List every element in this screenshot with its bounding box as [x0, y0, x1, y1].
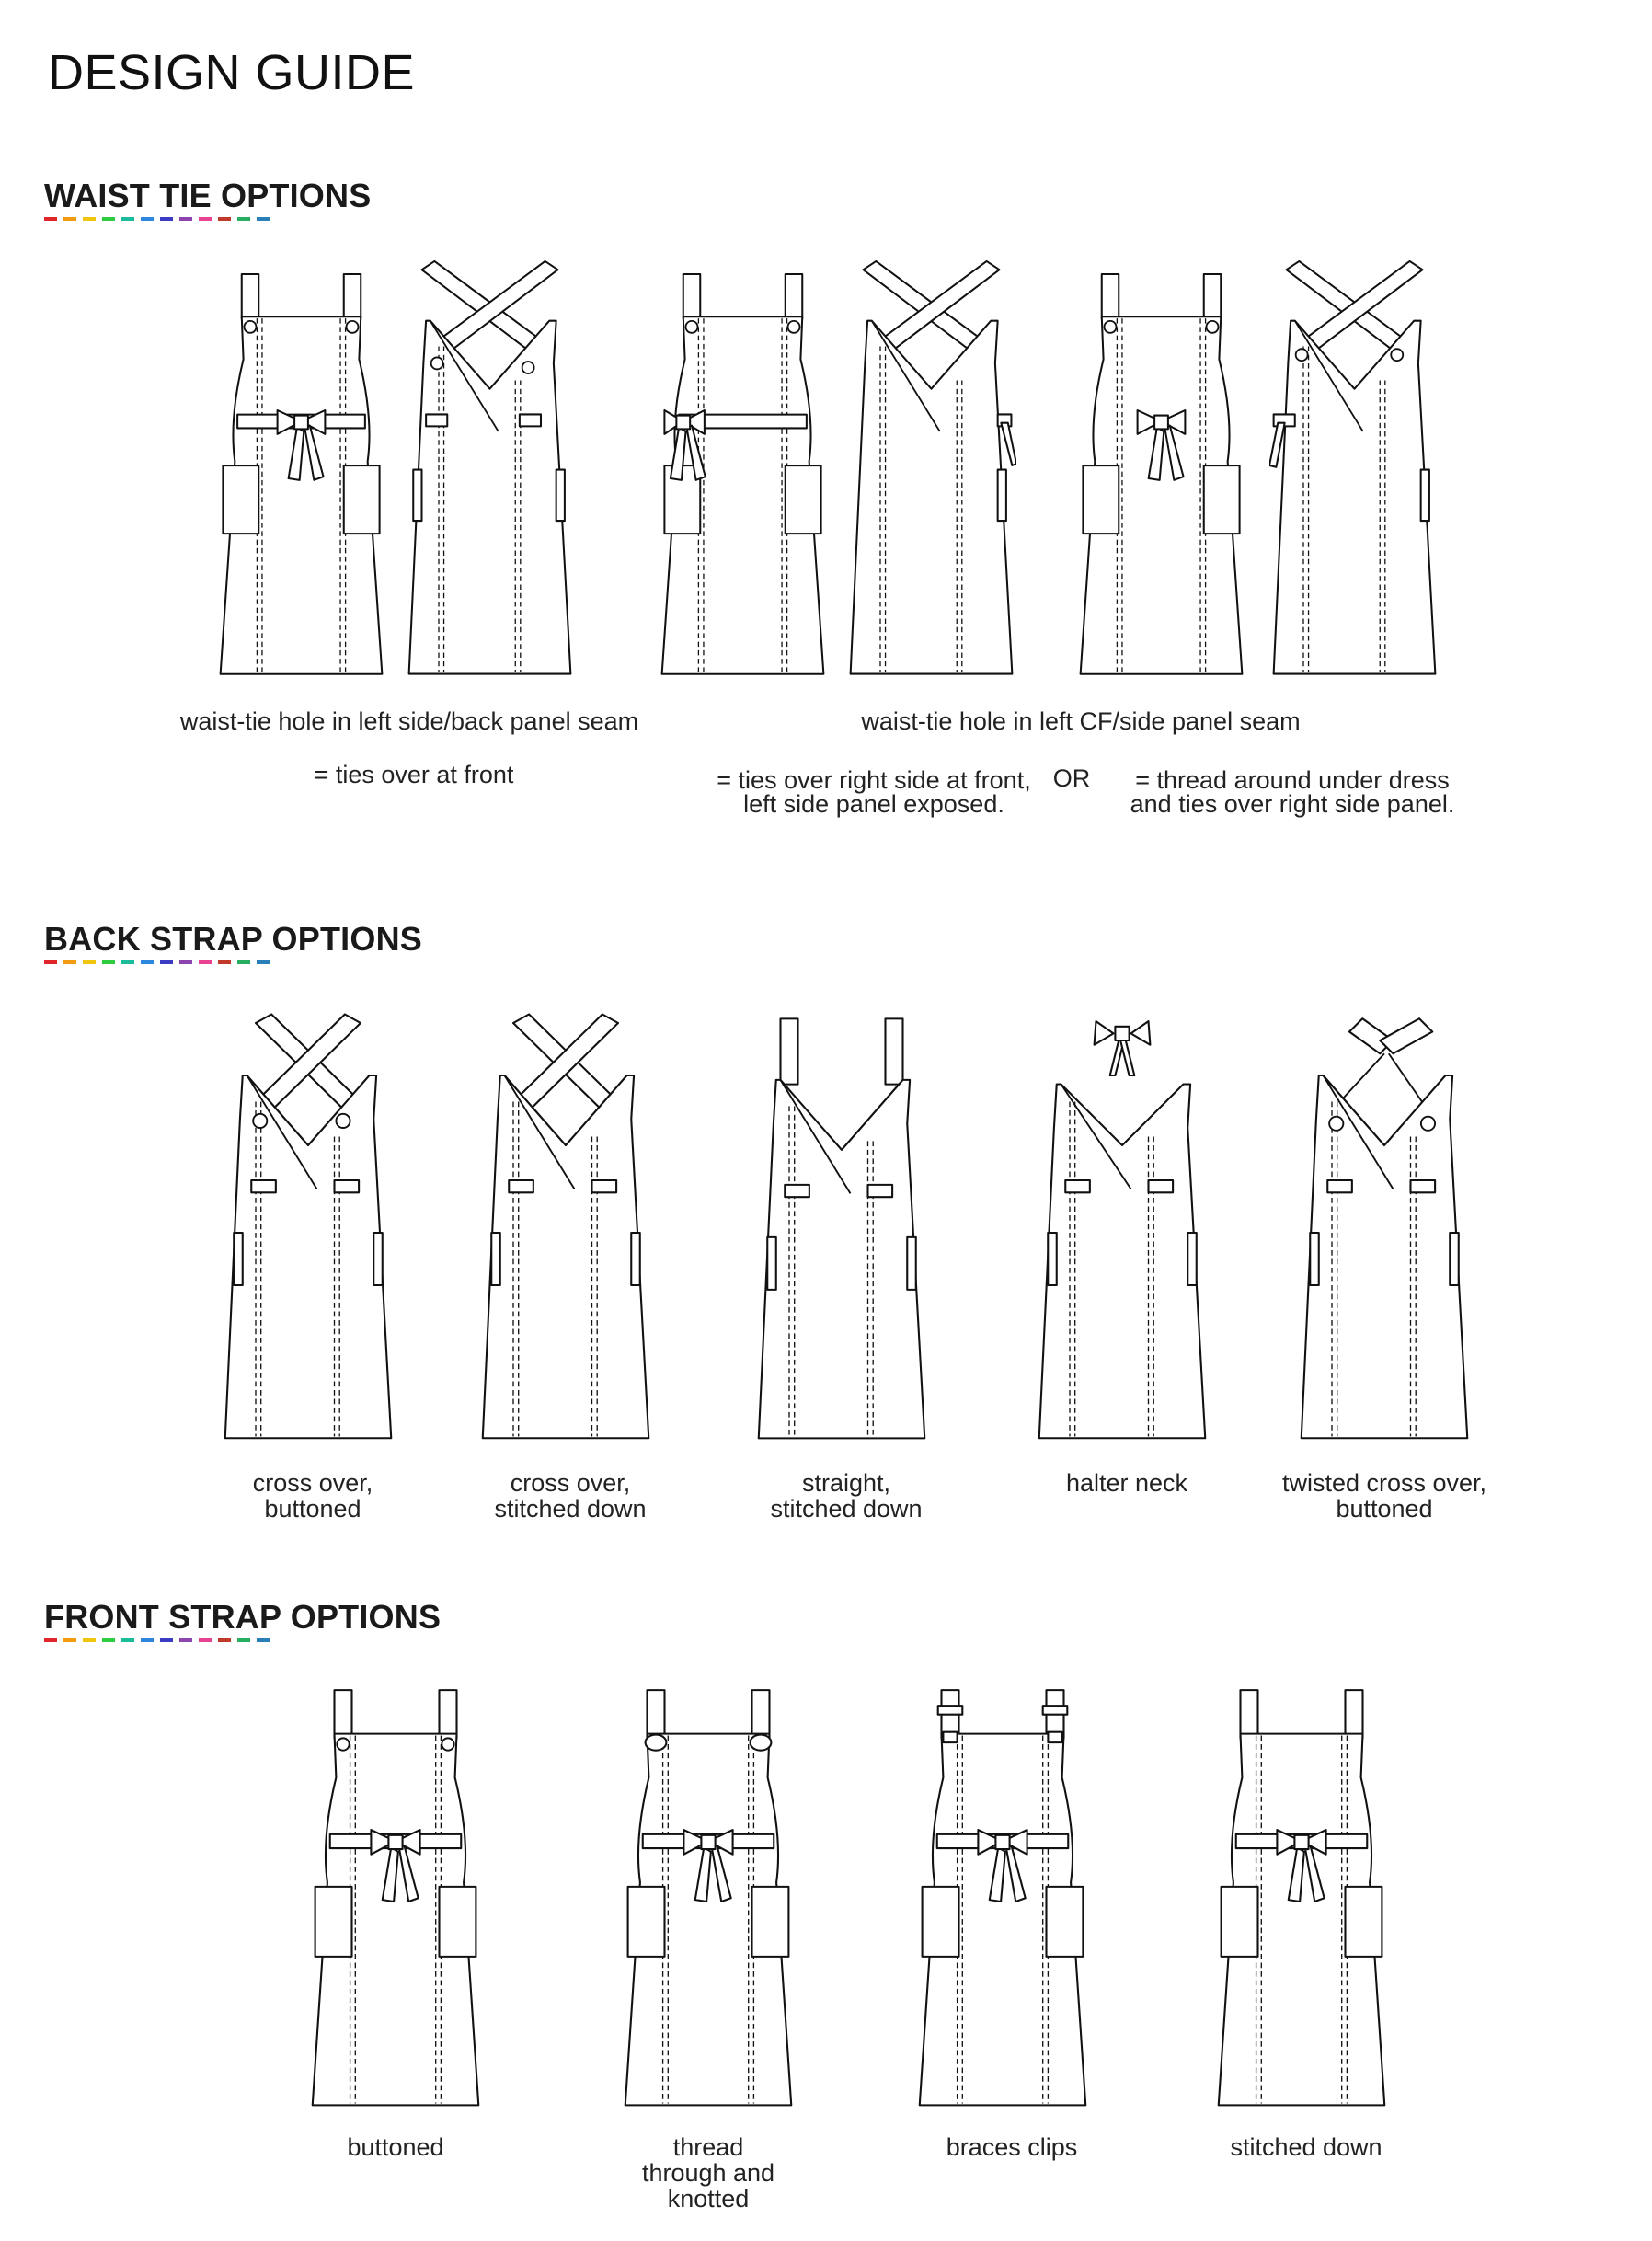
label-thread-knotted: thread through and knotted	[641, 2133, 775, 2212]
rainbow-divider	[44, 960, 276, 964]
rainbow-dash	[44, 960, 57, 964]
rainbow-dash	[102, 1638, 115, 1642]
rainbow-dash	[179, 217, 192, 221]
dress-back-cross-stitched	[478, 1003, 653, 1463]
rainbow-dash	[102, 217, 115, 221]
dress-front-buttoned	[308, 1670, 483, 2134]
dress-back-twisted-cross	[1297, 1003, 1472, 1463]
rainbow-dash	[121, 1638, 134, 1642]
caption-right-hole: waist-tie hole in left CF/side panel seam	[861, 707, 1301, 735]
rainbow-dash	[83, 217, 96, 221]
caption-left-hole: waist-tie hole in left side/back panel seam	[179, 707, 639, 735]
rainbow-dash	[141, 217, 154, 221]
dress-back-cross-tie-left	[1269, 244, 1440, 708]
label-cross-stitched: cross over, stitched down	[494, 1469, 647, 1523]
dress-back-cross-buttoned	[221, 1003, 396, 1463]
rainbow-dash	[44, 1638, 57, 1642]
rainbow-divider	[44, 217, 276, 221]
rainbow-divider	[44, 1638, 276, 1642]
dress-front-tie-center-2	[1076, 248, 1246, 708]
rainbow-dash	[160, 217, 173, 221]
section-heading-back-strap: BACK STRAP OPTIONS	[44, 920, 422, 958]
rainbow-dash	[121, 960, 134, 964]
rainbow-dash	[179, 1638, 192, 1642]
caption-thread-around-a: = thread around under dress	[1135, 766, 1450, 794]
rainbow-dash	[160, 1638, 173, 1642]
rainbow-dash	[237, 217, 250, 221]
dress-front-braces-clips	[915, 1670, 1090, 2134]
rainbow-dash	[63, 217, 76, 221]
dress-back-halter	[1035, 1003, 1210, 1463]
rainbow-dash	[141, 960, 154, 964]
dress-back-cross-tie-right	[846, 244, 1016, 708]
rainbow-dash	[83, 1638, 96, 1642]
rainbow-dash	[199, 217, 212, 221]
dress-front-thread-knotted	[621, 1670, 796, 2134]
caption-or: OR	[1052, 764, 1091, 792]
dress-front-tie-center	[216, 248, 386, 708]
rainbow-dash	[141, 1638, 154, 1642]
rainbow-dash	[121, 217, 134, 221]
rainbow-dash	[199, 960, 212, 964]
dress-front-tie-left	[658, 248, 828, 708]
page-title: DESIGN GUIDE	[48, 45, 416, 100]
caption-ties-right-b: left side panel exposed.	[743, 790, 1004, 818]
rainbow-dash	[218, 960, 231, 964]
rainbow-dash	[102, 960, 115, 964]
rainbow-dash	[237, 960, 250, 964]
caption-thread-around-b: and ties over right side panel.	[1130, 790, 1455, 818]
section-heading-front-strap: FRONT STRAP OPTIONS	[44, 1598, 442, 1636]
rainbow-dash	[160, 960, 173, 964]
caption-ties-front: = ties over at front	[314, 761, 514, 788]
dress-front-stitched-down	[1214, 1670, 1389, 2134]
caption-ties-right-a: = ties over right side at front,	[717, 766, 1031, 794]
rainbow-dash	[257, 217, 270, 221]
rainbow-dash	[218, 217, 231, 221]
rainbow-dash	[199, 1638, 212, 1642]
dress-back-straight	[754, 1007, 929, 1463]
rainbow-dash	[237, 1638, 250, 1642]
label-buttoned: buttoned	[347, 2133, 444, 2161]
dress-back-cross	[405, 244, 575, 708]
rainbow-dash	[63, 960, 76, 964]
label-braces-clips: braces clips	[946, 2133, 1078, 2161]
section-heading-waist-tie: WAIST TIE OPTIONS	[44, 177, 372, 214]
rainbow-dash	[218, 1638, 231, 1642]
rainbow-dash	[83, 960, 96, 964]
rainbow-dash	[257, 1638, 270, 1642]
rainbow-dash	[63, 1638, 76, 1642]
label-halter-neck: halter neck	[1065, 1469, 1188, 1497]
rainbow-dash	[257, 960, 270, 964]
rainbow-dash	[44, 217, 57, 221]
label-twisted-cross: twisted cross over, buttoned	[1281, 1469, 1487, 1523]
label-stitched-down: stitched down	[1230, 2133, 1382, 2161]
label-cross-buttoned: cross over, buttoned	[252, 1469, 373, 1523]
rainbow-dash	[179, 960, 192, 964]
label-straight-stitched: straight, stitched down	[770, 1469, 923, 1523]
